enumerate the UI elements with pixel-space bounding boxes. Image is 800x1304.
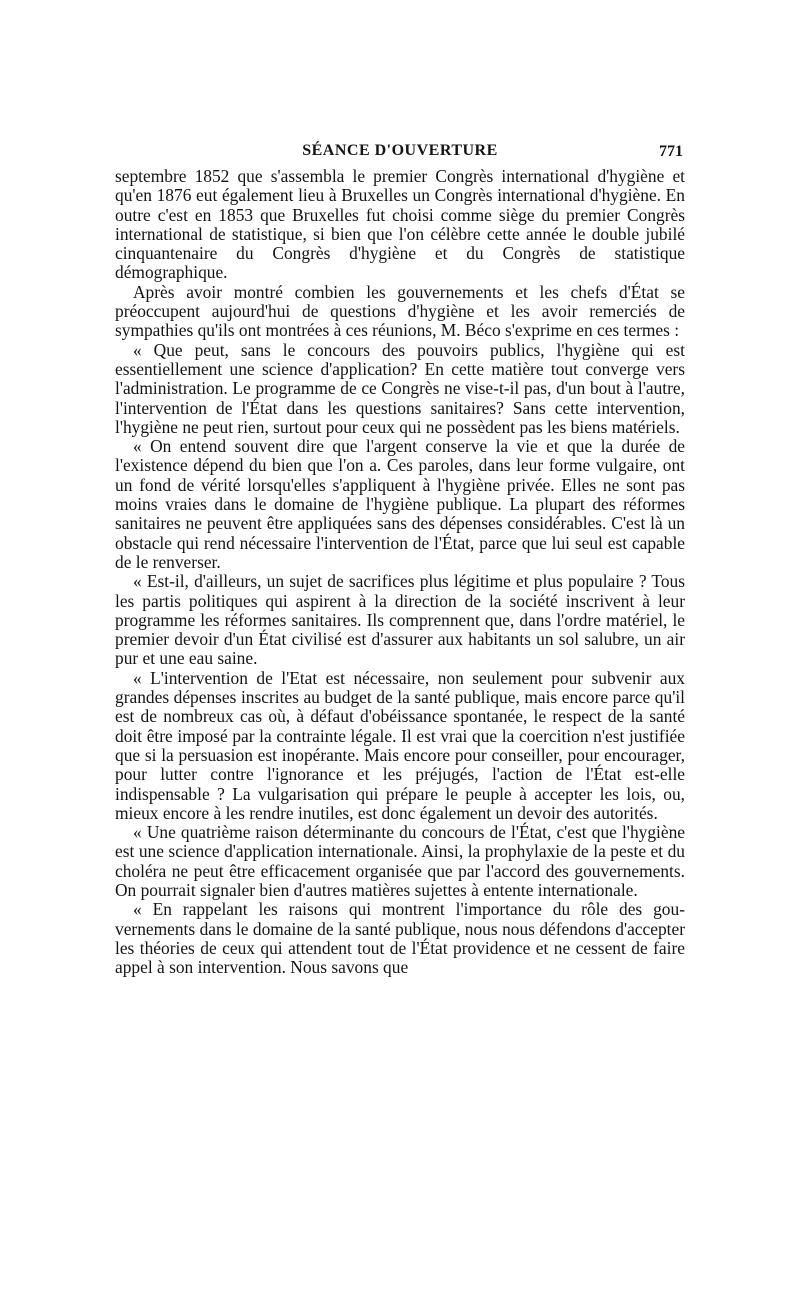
paragraph: « Est-il, d'ailleurs, un sujet de sacrifices plus légitime et plus populaire ? Tous les partis politiques qui aspirent à la direction de la société inscrivent à leur programme les réformes sanitaires. Ils comprennent que, dans l'ordre matériel, le premier devoir d'un État civilisé est d'assurer aux habitants un sol salubre, un air pur et une eau saine. (115, 571, 685, 669)
paragraph: « On entend souvent dire que l'argent conserve la vie et que la durée de l'existence dépend du bien que l'on a. Ces paroles, dans leur forme vulgaire, ont un fond de vérité lorsqu'elles s'appliquent à l'hygiène privée. Elles ne sont pas moins vraies dans le domaine de l'hygiène publique. La plupart des réformes sanitaires ne peuvent être appliquées sans des dépenses considérables. C'est là un obstacle qui rend nécessaire l'intervention de l'État, parce que lui seul est capable de le renverser. (115, 436, 685, 572)
paragraph: « L'intervention de l'Etat est nécessaire, non seulement pour subvenir aux grandes dépenses inscrites au budget de la santé publique, mais encore parce qu'il est de nombreux cas où, à défaut d'obéissance spontanée, le respect de la santé doit être imposé par la contrainte légale. Il est vrai que la coercition n'est justifiée que si la persuasion est inopérante. Mais encore pour conseiller, pour encourager, pour lutter contre l'ignorance et les préjugés, l'action de l'État est-elle indispensable ? La vulgarisation qui prépare le peuple à accepter les lois, ou, mieux encore à les rendre inutiles, est donc également un devoir des autorités. (115, 667, 685, 823)
paragraph-continuation: septembre 1852 que s'assembla le premier Congrès international d'hygiène et qu'en 1876 eut également lieu à Bruxelles un Congrès international d'hygiène. En outre c'est en 1853 que Bruxelles fut choisi comme siège du premier Congrès international de statistique, si bien que l'on célèbre cette année le double jubilé cinquantenaire du Congrès d'hygiène et du Congrès de statistique démographique. (115, 166, 685, 283)
paragraph: « Que peut, sans le concours des pouvoirs publics, l'hygiène qui est essentiellement une science d'application? En cette matière tout converge vers l'administration. Le programme de ce Congrès ne vise-t-il pas, d'un bout à l'autre, l'intervention de l'État dans les questions sanitaires? Sans cette intervention, l'hygiène ne peut rien, surtout pour ceux qui ne possèdent pas les biens matériels. (115, 339, 685, 437)
body-text (115, 167, 685, 977)
paragraph: Après avoir montré combien les gouvernements et les chefs d'État se préoccupent aujourd'hui de questions d'hygiène et les avoir remerciés de sympathies qu'ils ont montrées à ces réunions, M. Béco s'exprime en ces termes : (115, 281, 685, 341)
paragraph: « En rappelant les raisons qui montrent l'importance du rôle des gouvernements dans le domaine de la santé publique, nous nous défendons d'accepter les théories de ceux qui attendent tout de l'État providence et ne cessent de faire appel à son intervention. Nous savons que (115, 899, 685, 978)
paragraph: « Une quatrième raison déterminante du concours de l'État, c'est que l'hygiène est une science d'application internationale. Ainsi, la prophylaxie de la peste et du choléra ne peut être efficacement organisée que par l'accord des gouvernements. On pourrait signaler bien d'autres matières sujettes à entente internationale. (115, 822, 685, 900)
running-head (115, 142, 685, 164)
page-number: 771 (659, 143, 683, 160)
running-title: SÉANCE D'OUVERTURE (302, 142, 498, 159)
